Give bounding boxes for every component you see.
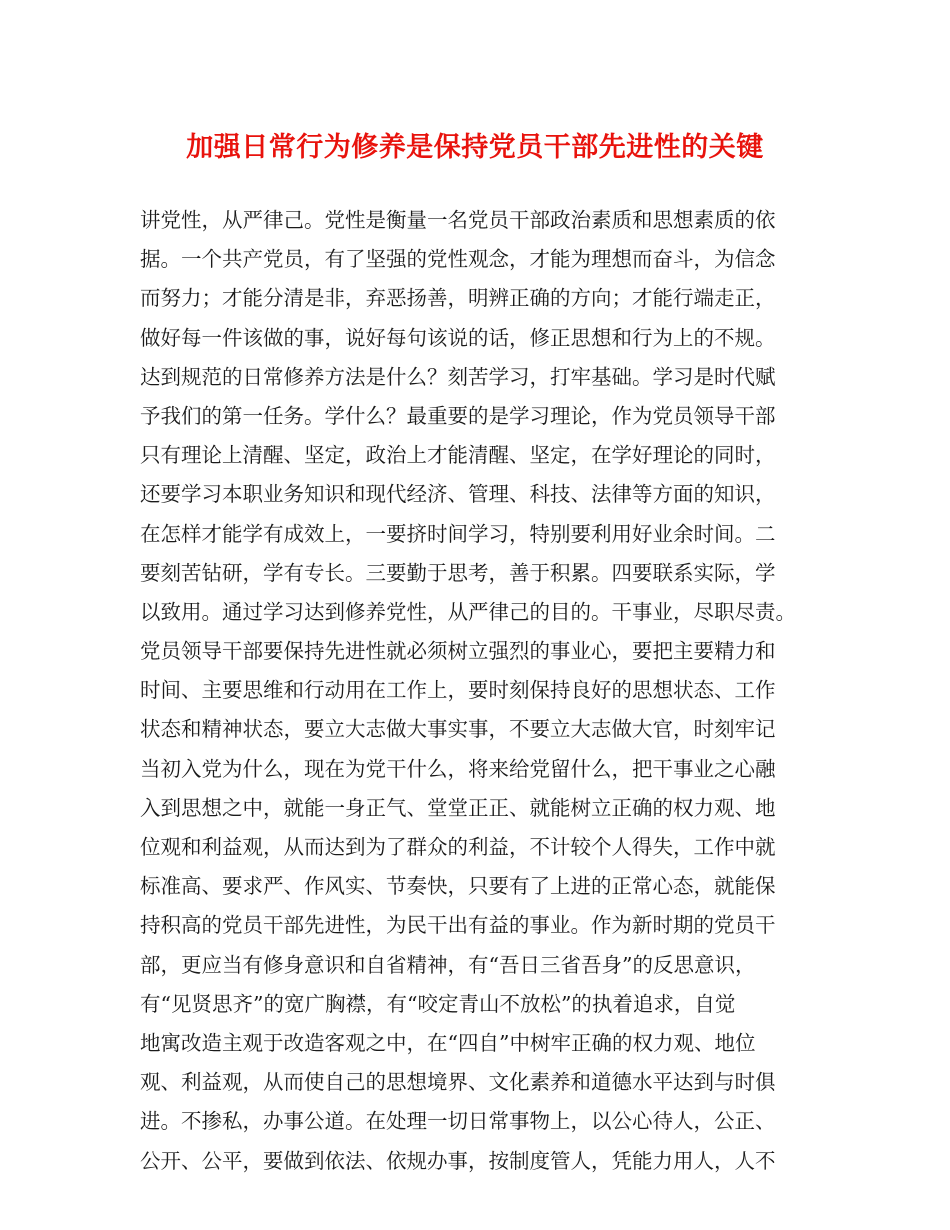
body-line: 要刻苦钻研，学有专长。三要勤于思考，善于积累。四要联系实际，学 <box>140 560 776 585</box>
body-line: 部，更应当有修身意识和自省精神，有“吾日三省吾身”的反思意识， <box>140 952 756 977</box>
document-body <box>140 201 840 1181</box>
body-line: 据。一个共产党员，有了坚强的党性观念，才能为理想而奋斗，为信念 <box>140 247 776 272</box>
body-line: 状态和精神状态，要立大志做大事实事，不要立大志做大官，时刻牢记 <box>140 717 776 742</box>
body-line: 进。不掺私，办事公道。在处理一切日常事物上，以公心待人，公正、 <box>140 1109 776 1134</box>
body-line: 时间、主要思维和行动用在工作上，要时刻保持良好的思想状态、工作 <box>140 678 776 703</box>
body-line: 观、利益观，从而使自己的思想境界、文化素养和道德水平达到与时俱 <box>140 1070 776 1095</box>
body-line: 标准高、要求严、作风实、节奏快，只要有了上进的正常心态，就能保 <box>140 874 776 899</box>
body-line: 地寓改造主观于改造客观之中，在“四自”中树牢正确的权力观、地位 <box>140 1030 756 1055</box>
body-line: 只有理论上清醒、坚定，政治上才能清醒、坚定，在学好理论的同时， <box>140 443 776 468</box>
document-title: 加强日常行为修养是保持党员干部先进性的关键 <box>186 132 764 163</box>
body-line: 在怎样才能学有成效上，一要挤时间学习，特别要利用好业余时间。二 <box>140 521 776 546</box>
body-line: 公开、公平，要做到依法、依规办事，按制度管人，凭能力用人，人不 <box>140 1148 776 1173</box>
body-line: 有“见贤思齐”的宽广胸襟，有“咬定青山不放松”的执着追求，自觉 <box>140 991 736 1016</box>
body-line: 党员领导干部要保持先进性就必须树立强烈的事业心，要把主要精力和 <box>140 639 776 664</box>
body-line: 讲党性，从严律己。党性是衡量一名党员干部政治素质和思想素质的依 <box>140 208 776 232</box>
body-line: 而努力；才能分清是非，弃恶扬善，明辨正确的方向；才能行端走正， <box>140 286 776 311</box>
body-line: 以致用。通过学习达到修养党性，从严律己的目的。干事业，尽职尽责。 <box>140 599 796 624</box>
body-line: 还要学习本职业务知识和现代经济、管理、科技、法律等方面的知识， <box>140 482 776 507</box>
body-line: 持积高的党员干部先进性，为民干出有益的事业。作为新时期的党员干 <box>140 913 776 938</box>
body-line: 予我们的第一任务。学什么？最重要的是学习理论，作为党员领导干部 <box>140 403 776 428</box>
body-line: 入到思想之中，就能一身正气、堂堂正正、就能树立正确的权力观、地 <box>140 795 776 820</box>
body-line: 当初入党为什么，现在为党干什么，将来给党留什么，把干事业之心融 <box>140 756 776 781</box>
body-line: 达到规范的日常修养方法是什么？刻苦学习，打牢基础。学习是时代赋 <box>140 364 776 389</box>
body-line: 位观和利益观，从而达到为了群众的利益，不计较个人得失，工作中就 <box>140 835 776 859</box>
body-line: 做好每一件该做的事，说好每句该说的话，修正思想和行为上的不规。 <box>140 325 776 350</box>
